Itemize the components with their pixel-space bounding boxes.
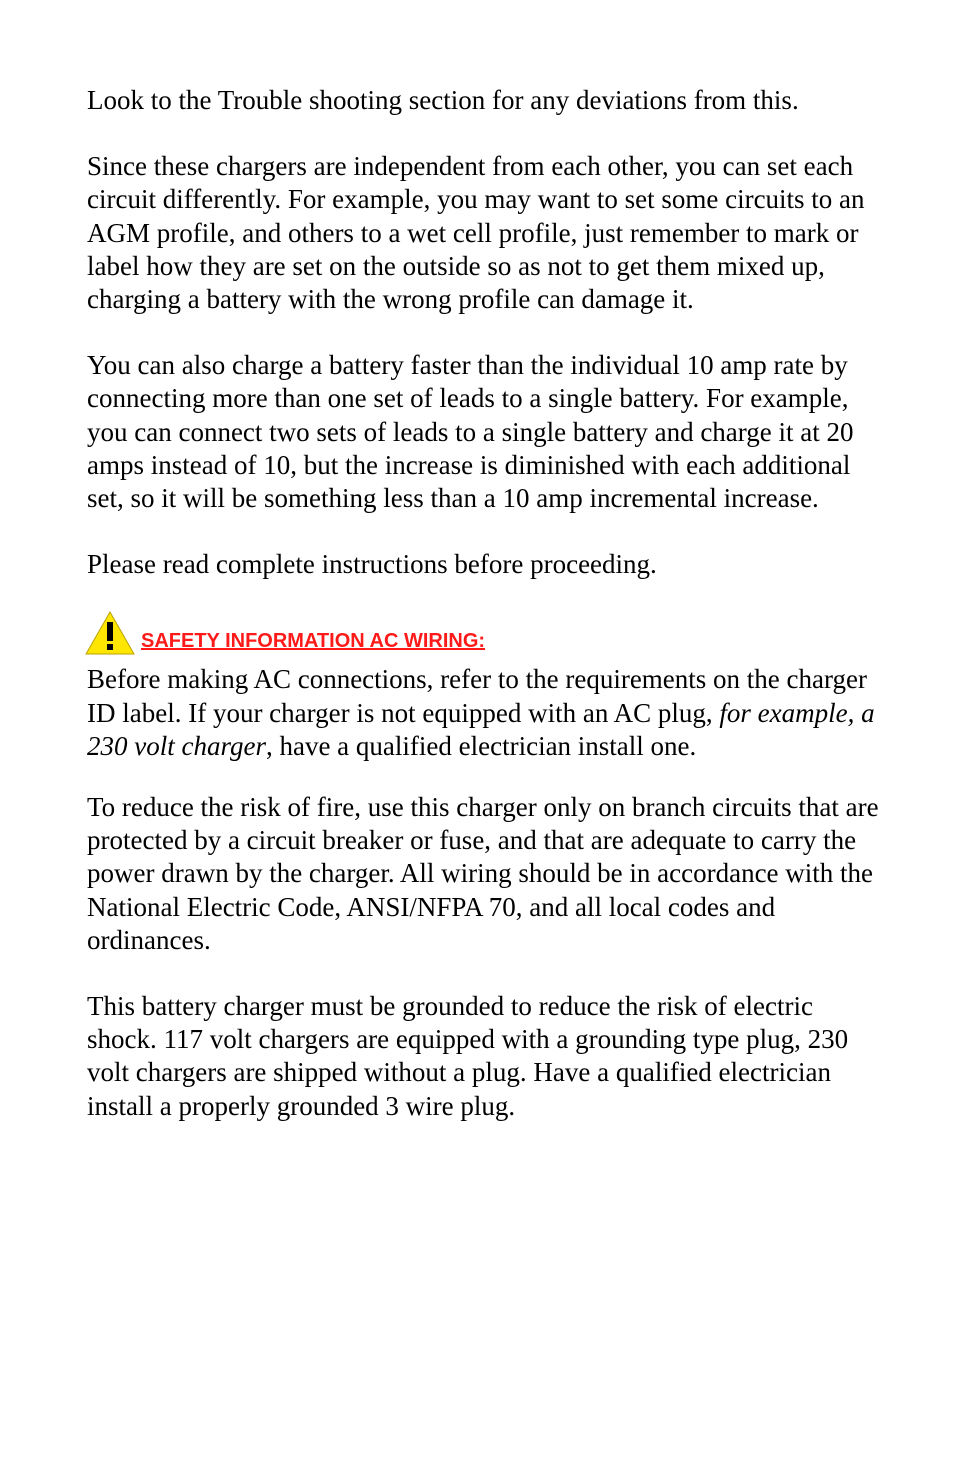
paragraph-troubleshooting: Look to the Trouble shooting section for any deviations from this.: [87, 85, 799, 115]
ac-connections-example: for example, a 230 volt charger: [87, 697, 875, 761]
warning-triangle-icon: [85, 611, 135, 655]
safety-heading-label: SAFETY INFORMATION AC WIRING:: [141, 630, 486, 653]
safety-heading: [87, 611, 887, 663]
paragraph-ac-connections: [87, 663, 887, 763]
paragraph-independent-chargers: Since these chargers are independent from each other, you can set each circuit differently. For example, you may want to set some circuits to an AGM profile, and others to a wet cell profile, just remember to mark or label how they are set on the outside so as not to get them mixed up, charging a battery with the wrong profile can damage it.: [87, 151, 865, 315]
ac-connections-text-end: , have a qualified electrician install one.: [265, 730, 697, 761]
ac-connections-text-start: Before making AC connections, refer to the requirements on the charger ID label. If your charger is not equipped with an AC plug,: [87, 664, 867, 728]
paragraph-grounding: This battery charger must be grounded to reduce the risk of electric shock. 117 volt chargers are equipped with a grounding type plug, 230 volt chargers are shipped without a plug. Have a qualified electrician install a properly grounded 3 wire plug.: [87, 991, 849, 1121]
paragraph-read-instructions: Please read complete instructions before proceeding.: [87, 549, 657, 580]
document-page: [87, 84, 887, 1123]
paragraph-faster-charging: You can also charge a battery faster than the individual 10 amp rate by connecting more than one set of leads to a single battery. For example, you can connect two sets of leads to a single battery and charge it at 20 amps instead of 10, but the increase is diminished with each additional set, so it will be something less than a 10 amp incremental increase.: [87, 350, 854, 514]
paragraph-fire-risk: To reduce the risk of fire, use this charger only on branch circuits that are protected by a circuit breaker or fuse, and that are adequate to carry the power drawn by the charger. All wiring should be in accordance with the National Electric Code, ANSI/NFPA 70, and all local codes and ordinances.: [87, 792, 879, 955]
